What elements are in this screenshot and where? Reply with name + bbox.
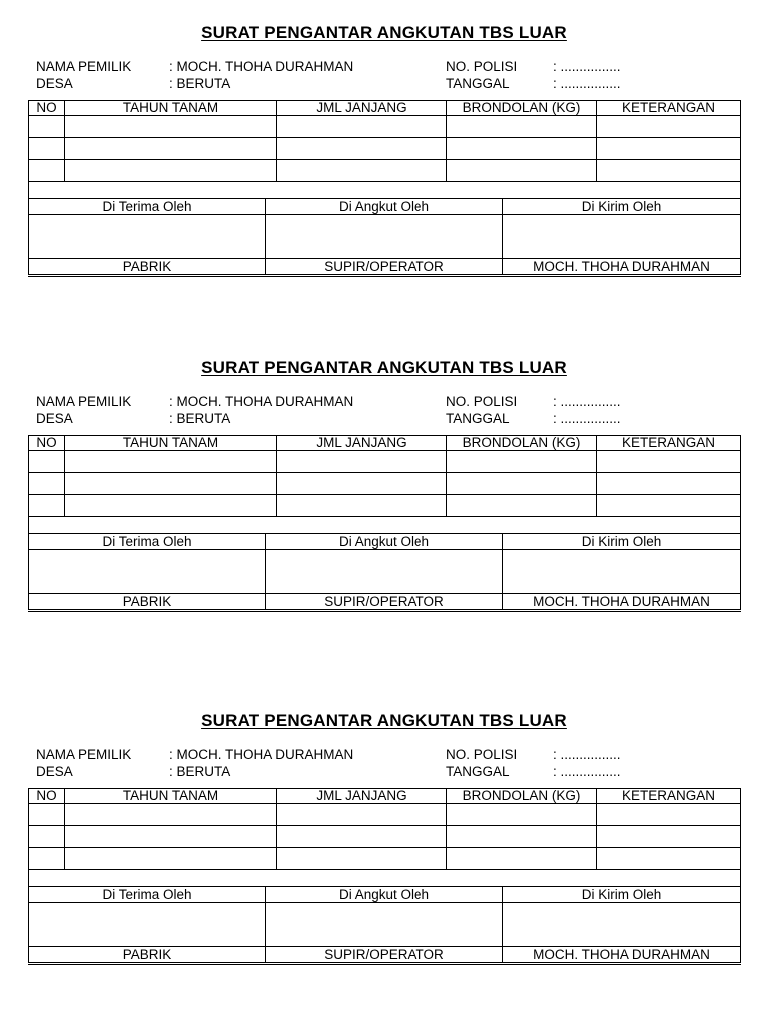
table-row xyxy=(29,826,741,848)
table-header-row xyxy=(29,789,741,804)
village-label: DESA xyxy=(36,76,73,91)
factory-label: PABRIK xyxy=(29,259,266,276)
received-by-label: Di Terima Oleh xyxy=(29,199,266,215)
items-table xyxy=(28,100,741,199)
table-row xyxy=(29,804,741,826)
owner-label: NAMA PEMILIK xyxy=(36,394,132,409)
table-row xyxy=(29,848,741,870)
column-header-no: NO xyxy=(29,436,65,451)
date-label: TANGGAL xyxy=(446,76,510,91)
signature-space-row xyxy=(29,550,741,594)
table-row xyxy=(29,495,741,517)
village-value: : BERUTA xyxy=(169,764,231,779)
police-number-label: NO. POLISI xyxy=(446,59,518,74)
signature-footer-row xyxy=(29,594,741,611)
table-header-row xyxy=(29,101,741,116)
received-by-label: Di Terima Oleh xyxy=(29,887,266,903)
village-label: DESA xyxy=(36,764,73,779)
table-header-row xyxy=(29,436,741,451)
owner-label: NAMA PEMILIK xyxy=(36,747,132,762)
sender-name: MOCH. THOHA DURAHMAN xyxy=(503,947,741,964)
table-row xyxy=(29,160,741,182)
column-header-loose-fruit: BRONDOLAN (KG) xyxy=(447,789,597,804)
date-value: : ................ xyxy=(553,76,621,91)
sent-by-label: Di Kirim Oleh xyxy=(503,887,741,903)
table-row xyxy=(29,451,741,473)
village-label: DESA xyxy=(36,411,73,426)
signature-header-row xyxy=(29,199,741,215)
transported-by-label: Di Angkut Oleh xyxy=(266,534,503,550)
factory-label: PABRIK xyxy=(29,594,266,611)
delivery-form-3 xyxy=(28,710,740,965)
column-header-bunch-count: JML JANJANG xyxy=(277,789,447,804)
signature-table xyxy=(28,887,741,965)
date-value: : ................ xyxy=(553,411,621,426)
owner-value: : MOCH. THOHA DURAHMAN xyxy=(169,394,354,409)
signature-space-row xyxy=(29,215,741,259)
items-table xyxy=(28,435,741,534)
owner-value: : MOCH. THOHA DURAHMAN xyxy=(169,59,354,74)
factory-label: PABRIK xyxy=(29,947,266,964)
column-header-planting-year: TAHUN TANAM xyxy=(65,789,277,804)
driver-label: SUPIR/OPERATOR xyxy=(266,947,503,964)
items-table xyxy=(28,788,741,887)
owner-label: NAMA PEMILIK xyxy=(36,59,132,74)
owner-value: : MOCH. THOHA DURAHMAN xyxy=(169,747,354,762)
table-row xyxy=(29,138,741,160)
signature-table xyxy=(28,534,741,612)
delivery-form-1 xyxy=(28,22,740,277)
form-info xyxy=(28,393,740,427)
date-label: TANGGAL xyxy=(446,411,510,426)
police-number-label: NO. POLISI xyxy=(446,747,518,762)
column-header-remarks: KETERANGAN xyxy=(597,436,741,451)
table-row xyxy=(29,473,741,495)
signature-header-row xyxy=(29,887,741,903)
police-number-label: NO. POLISI xyxy=(446,394,518,409)
column-header-remarks: KETERANGAN xyxy=(597,789,741,804)
delivery-form-2 xyxy=(28,357,740,612)
form-info xyxy=(28,58,740,92)
sent-by-label: Di Kirim Oleh xyxy=(503,534,741,550)
sender-name: MOCH. THOHA DURAHMAN xyxy=(503,259,741,276)
driver-label: SUPIR/OPERATOR xyxy=(266,259,503,276)
police-number-value: : ................ xyxy=(553,59,621,74)
village-value: : BERUTA xyxy=(169,76,231,91)
column-header-loose-fruit: BRONDOLAN (KG) xyxy=(447,436,597,451)
table-spacer-row xyxy=(29,182,741,199)
transported-by-label: Di Angkut Oleh xyxy=(266,199,503,215)
signature-footer-row xyxy=(29,259,741,276)
police-number-value: : ................ xyxy=(553,747,621,762)
form-title: SURAT PENGANTAR ANGKUTAN TBS LUAR xyxy=(201,23,567,42)
date-label: TANGGAL xyxy=(446,764,510,779)
signature-space-row xyxy=(29,903,741,947)
column-header-planting-year: TAHUN TANAM xyxy=(65,436,277,451)
signature-footer-row xyxy=(29,947,741,964)
table-spacer-row xyxy=(29,517,741,534)
column-header-no: NO xyxy=(29,789,65,804)
sent-by-label: Di Kirim Oleh xyxy=(503,199,741,215)
form-title: SURAT PENGANTAR ANGKUTAN TBS LUAR xyxy=(201,358,567,377)
date-value: : ................ xyxy=(553,764,621,779)
column-header-bunch-count: JML JANJANG xyxy=(277,101,447,116)
signature-header-row xyxy=(29,534,741,550)
received-by-label: Di Terima Oleh xyxy=(29,534,266,550)
column-header-remarks: KETERANGAN xyxy=(597,101,741,116)
police-number-value: : ................ xyxy=(553,394,621,409)
column-header-no: NO xyxy=(29,101,65,116)
driver-label: SUPIR/OPERATOR xyxy=(266,594,503,611)
column-header-planting-year: TAHUN TANAM xyxy=(65,101,277,116)
form-info xyxy=(28,746,740,780)
village-value: : BERUTA xyxy=(169,411,231,426)
table-spacer-row xyxy=(29,870,741,887)
transported-by-label: Di Angkut Oleh xyxy=(266,887,503,903)
form-title: SURAT PENGANTAR ANGKUTAN TBS LUAR xyxy=(201,711,567,730)
column-header-bunch-count: JML JANJANG xyxy=(277,436,447,451)
table-row xyxy=(29,116,741,138)
sender-name: MOCH. THOHA DURAHMAN xyxy=(503,594,741,611)
signature-table xyxy=(28,199,741,277)
column-header-loose-fruit: BRONDOLAN (KG) xyxy=(447,101,597,116)
